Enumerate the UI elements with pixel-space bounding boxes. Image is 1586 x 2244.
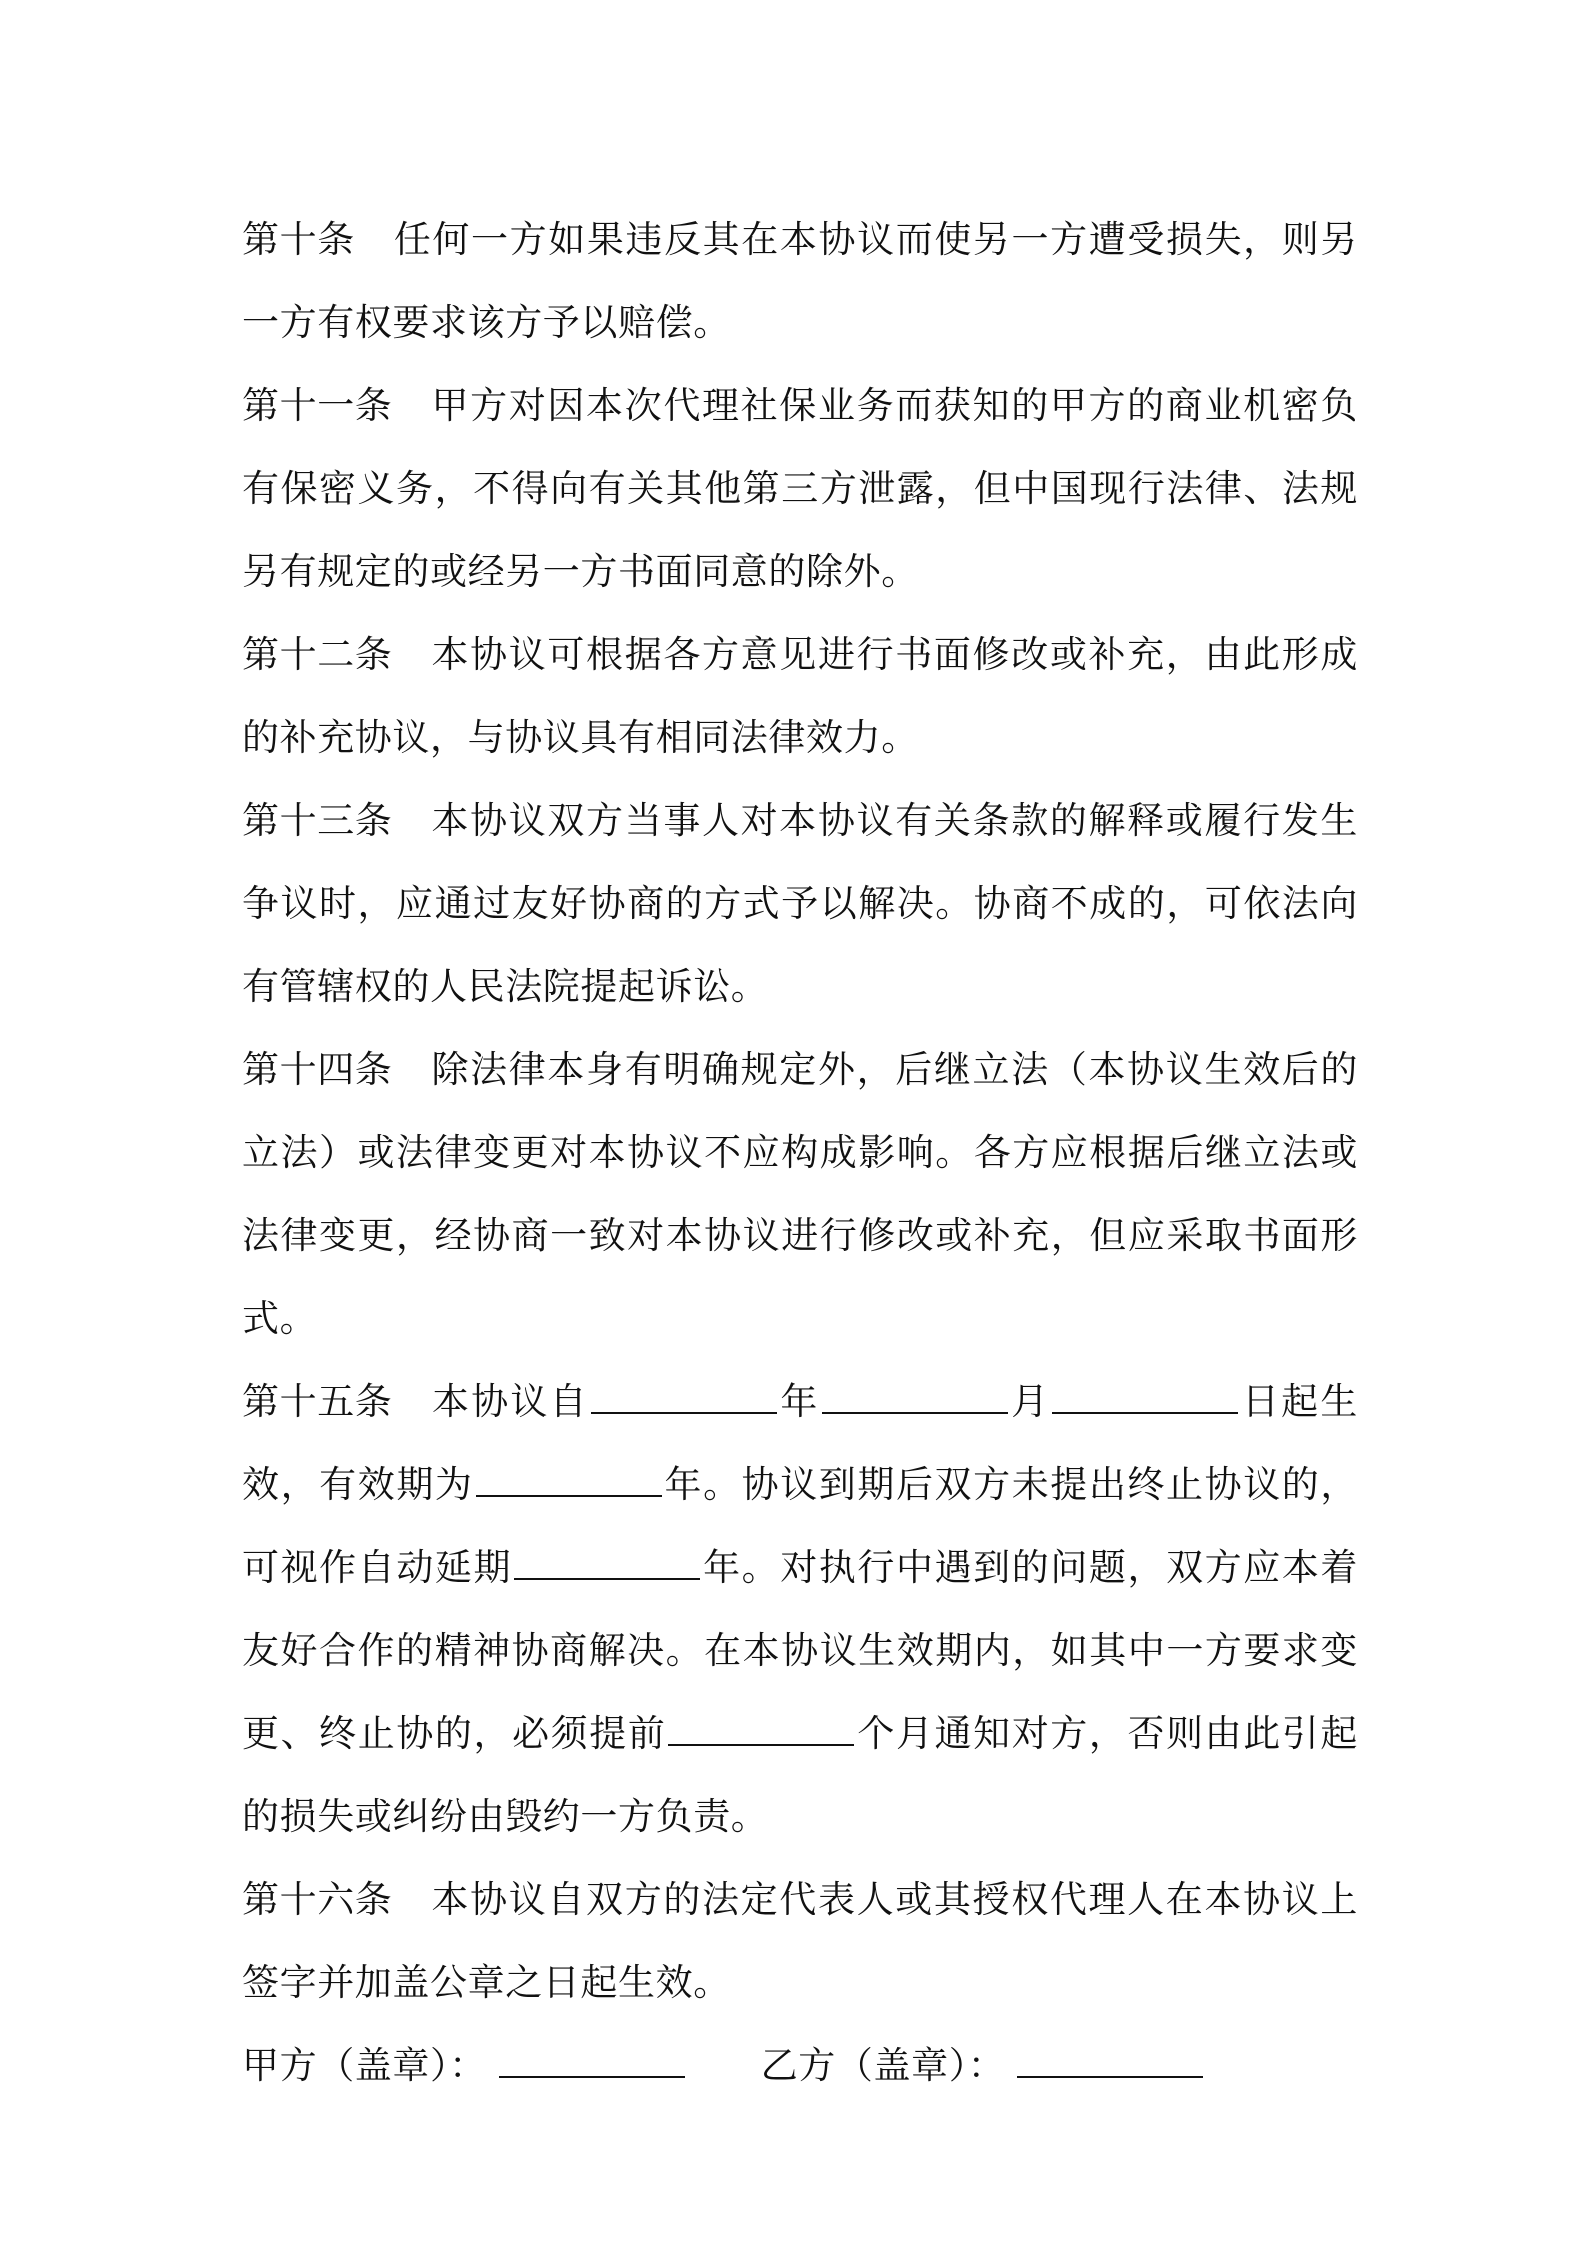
month-blank[interactable]: [822, 1382, 1008, 1414]
article-text: 月: [1009, 1380, 1051, 1423]
article-text: 本协议可根据各方意见进行书面修改或补充，由此形成的补充协议，与协议具有相同法律效力。: [242, 633, 1358, 759]
article-text: 任何一方如果违反其在本协议而使另一方遭受损失，则另一方有权要求该方予以赔偿。: [242, 218, 1358, 344]
article-text: 年: [778, 1380, 820, 1423]
article-text: 本协议自双方的法定代表人或其授权代理人在本协议上签字并加盖公章之日起生效。: [242, 1878, 1358, 2004]
article-number: 第十五条: [242, 1380, 393, 1423]
article-text: 日起生效，有效期为: [242, 1380, 1358, 1506]
party-a-label: 甲方（盖章）：: [242, 2044, 487, 2087]
validity-years-blank[interactable]: [476, 1465, 662, 1497]
extension-years-blank[interactable]: [514, 1548, 700, 1580]
article-number: 第十一条: [242, 384, 393, 427]
article-text: 个月通知对方，否则由此引起的损失或纠纷由毁约一方负责。: [242, 1712, 1358, 1838]
article-12: [242, 613, 1358, 779]
article-text: 甲方对因本次代理社保业务而获知的甲方的商业机密负有保密义务，不得向有关其他第三方泄露，但中国现行法律、法规另有规定的或经另一方书面同意的除外。: [242, 384, 1358, 593]
article-11: [242, 364, 1358, 613]
article-text: 本协议双方当事人对本协议有关条款的解释或履行发生争议时，应通过友好协商的方式予以解决。协商不成的，可依法向有管辖权的人民法院提起诉讼。: [242, 799, 1358, 1008]
signature-row: [242, 2024, 1358, 2107]
article-number: 第十四条: [242, 1048, 393, 1091]
article-13: [242, 779, 1358, 1028]
contract-body: [242, 198, 1358, 2107]
notice-months-blank[interactable]: [668, 1714, 854, 1746]
party-a-signature: [242, 2024, 685, 2107]
party-b-signature: [761, 2024, 1204, 2107]
party-b-seal-blank[interactable]: [1017, 2046, 1203, 2078]
party-b-label: 乙方（盖章）：: [760, 2044, 1006, 2087]
article-text: 年。对执行中遇到的问题，双方应本着友好合作的精神协商解决。在本协议生效期内，如其中一方要求变更、终止协的，必须提前: [242, 1546, 1359, 1755]
article-number: 第十二条: [242, 633, 393, 676]
article-14: [242, 1028, 1358, 1360]
article-text: 本协议自: [430, 1380, 589, 1423]
day-blank[interactable]: [1052, 1382, 1238, 1414]
party-a-seal-blank[interactable]: [499, 2046, 685, 2078]
year-blank[interactable]: [591, 1382, 777, 1414]
article-text: 除法律本身有明确规定外，后继立法（本协议生效后的立法）或法律变更对本协议不应构成影响。各方应根据后继立法或法律变更，经协商一致对本协议进行修改或补充，但应采取书面形式。: [242, 1048, 1358, 1340]
article-text: 年。协议到期后双方未提出终止协议的，可视作自动延期: [242, 1463, 1358, 1589]
article-15: [242, 1360, 1358, 1858]
article-number: 第十三条: [242, 799, 393, 842]
article-number: 第十条: [242, 218, 355, 261]
article-10: [242, 198, 1358, 364]
article-16: [242, 1858, 1358, 2024]
article-number: 第十六条: [242, 1878, 393, 1921]
